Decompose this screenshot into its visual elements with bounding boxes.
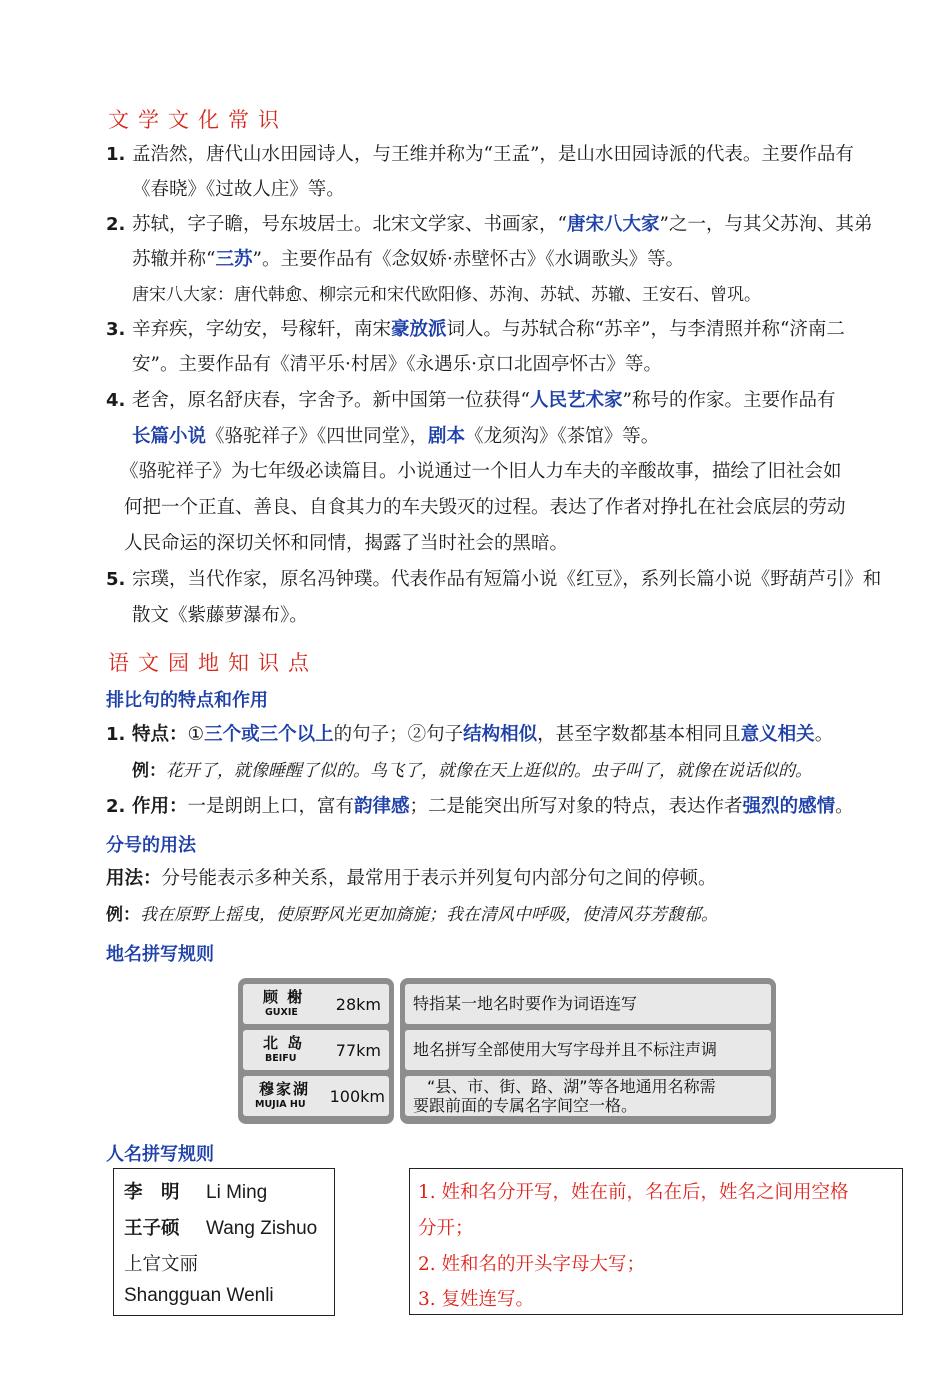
item-text: ；二是能突出所写对象的特点，表达作者	[409, 796, 743, 817]
parallel-function-line	[106, 795, 854, 819]
place-rule-plate	[405, 1030, 771, 1070]
road-sign-figure	[238, 978, 776, 1124]
road-sign-plate	[243, 984, 389, 1024]
subtitle-semicolon: 分号的用法	[106, 835, 196, 856]
place-name-pinyin: GUXIE	[265, 1007, 298, 1018]
highlight-term: 意义相关	[740, 724, 815, 745]
item-5-line-2: 散文《紫藤萝瀑布》。	[132, 605, 308, 626]
name-example-row	[124, 1250, 198, 1276]
name-pinyin: Shangguan Wenli	[124, 1285, 274, 1306]
place-name-pinyin: BEIFU	[265, 1053, 297, 1064]
item-4-paragraph-line-2: 何把一个正直、善良、自食其力的车夫毁灭的过程。表达了作者对挣扎在社会底层的劳动	[124, 497, 846, 518]
item-text: 《骆驼祥子》《四世同堂》，	[206, 426, 429, 447]
subtitle-person-names: 人名拼写规则	[106, 1144, 214, 1165]
semicolon-example-line	[106, 903, 718, 927]
place-rule-text: 要跟前面的专属名字间空一格。	[413, 1096, 638, 1115]
subtitle-parallel: 排比句的特点和作用	[106, 690, 268, 711]
label: 例：	[106, 905, 140, 925]
item-text: 一是朗朗上口，富有	[187, 796, 355, 817]
place-rule-plate	[405, 1076, 771, 1116]
item-number: 1.	[106, 144, 126, 165]
highlight-term: 韵律感	[354, 796, 410, 817]
name-rules-box	[409, 1168, 903, 1315]
item-text: 苏轼，字子瞻，号东坡居士。北宋文学家、书画家，“	[132, 214, 567, 235]
highlight-term: 强烈的感情	[742, 796, 836, 817]
item-number: 3.	[106, 319, 126, 340]
label: 特点：	[132, 724, 188, 745]
item-4-paragraph-line-1: 《骆驼祥子》为七年级必读篇目。小说通过一个旧人力车夫的辛酸故事，描绘了旧社会如	[120, 461, 842, 482]
name-rule-line: 1. 姓和名分开写，姓在前，名在后，姓名之间用空格	[418, 1182, 849, 1203]
parallel-feature-line	[106, 723, 833, 747]
item-text: 的句子；②句子	[333, 724, 464, 745]
example-text: 我在原野上摇曳，使原野风光更加旖旎；我在清风中呼吸，使清风芬芳馥郁。	[140, 905, 718, 925]
distance: 77km	[335, 1041, 381, 1060]
item-text: 老舍，原名舒庆春，字舍予。新中国第一位获得“	[132, 390, 530, 411]
item-text: 分号能表示多种关系，最常用于表示并列复句内部分句之间的停顿。	[161, 868, 717, 889]
place-name-cn: 北 岛	[263, 1034, 305, 1052]
highlight-term: 结构相似	[463, 724, 538, 745]
highlight-term: 豪放派	[391, 319, 447, 340]
place-name-cn: 顾 榭	[263, 988, 305, 1006]
item-text: 。	[835, 796, 854, 817]
item-number: 4.	[106, 390, 126, 411]
item-text: ”。主要作品有《念奴娇·赤壁怀古》《水调歌头》等。	[252, 249, 685, 270]
example-text: 花开了，就像睡醒了似的。鸟飞了，就像在天上逛似的。虫子叫了，就像在说话似的。	[166, 761, 812, 781]
label: 用法：	[106, 868, 162, 889]
name-example-row	[124, 1178, 267, 1204]
subtitle-place-names: 地名拼写规则	[106, 944, 214, 965]
item-text: 孟浩然，唐代山水田园诗人，与王维并称为“王孟”，是山水田园诗派的代表。主要作品有	[132, 144, 854, 165]
item-number: 2.	[106, 214, 126, 235]
distance: 100km	[329, 1087, 385, 1106]
highlight-term: 剧本	[428, 426, 466, 447]
item-number: 2.	[106, 796, 126, 817]
place-rule-text: “县、市、街、路、湖”等各地通用名称需	[427, 1077, 716, 1096]
highlight-term: 人民艺术家	[529, 390, 623, 411]
place-rule-plate	[405, 984, 771, 1024]
distance: 28km	[335, 995, 381, 1014]
place-name-pinyin: MUJIA HU	[255, 1099, 306, 1110]
name-rule-line: 分开；	[418, 1218, 474, 1239]
item-3-line-2: 安”。主要作品有《清平乐·村居》《永遇乐·京口北固亭怀古》等。	[132, 354, 662, 375]
item-text: ，甚至字数都基本相同且	[537, 724, 741, 745]
item-2-line-2	[132, 248, 684, 272]
item-text: 《龙须沟》《茶馆》等。	[465, 426, 660, 447]
highlight-term: 三苏	[215, 249, 253, 270]
item-text: ①	[187, 724, 205, 745]
item-number: 1.	[106, 724, 126, 745]
item-4-line-2	[132, 425, 659, 449]
item-text: 。	[814, 724, 834, 745]
road-sign-plate	[243, 1030, 389, 1070]
item-text: ”称号的作家。主要作品有	[622, 390, 836, 411]
name-pinyin: Li Ming	[206, 1182, 268, 1203]
item-1-line-1	[106, 143, 854, 167]
item-4-line-1	[106, 389, 835, 413]
place-rule-text: 地名拼写全部使用大写字母并且不标注声调	[413, 1040, 718, 1059]
name-pinyin: Wang Zishuo	[206, 1218, 318, 1239]
section-title-literature: 文学文化常识	[108, 108, 288, 132]
place-name-cn: 穆家湖	[259, 1080, 311, 1098]
item-3-line-1	[106, 318, 845, 342]
item-text: 苏辙并称“	[132, 249, 216, 270]
name-examples-box	[113, 1168, 335, 1316]
road-sign-plate	[243, 1076, 389, 1116]
section-title-chinese-garden: 语文园地知识点	[108, 651, 318, 675]
place-rule-text: 特指某一地名时要作为词语连写	[413, 994, 638, 1013]
name-example-row	[124, 1285, 274, 1307]
parallel-example-line	[132, 759, 812, 783]
semicolon-usage-line	[106, 867, 717, 891]
name-cn: 王子硕	[124, 1218, 180, 1239]
item-text: 词人。与苏轼合称“苏辛”，与李清照并称“济南二	[446, 319, 845, 340]
highlight-term: 唐宋八大家	[566, 214, 660, 235]
item-5-line-1	[106, 568, 881, 592]
label: 例：	[132, 761, 166, 781]
item-2-line-1	[106, 213, 872, 237]
name-rule-line: 3. 复姓连写。	[418, 1289, 535, 1310]
name-example-row	[124, 1214, 317, 1240]
name-rule-line: 2. 姓和名的开头字母大写；	[418, 1254, 646, 1275]
item-text: 辛弃疾，字幼安，号稼轩，南宋	[132, 319, 392, 340]
highlight-term: 长篇小说	[132, 426, 207, 447]
item-2-note: 唐宋八大家：唐代韩愈、柳宗元和宋代欧阳修、苏洵、苏轼、苏辙、王安石、曾巩。	[132, 285, 761, 305]
item-number: 5.	[106, 569, 126, 590]
label: 作用：	[132, 796, 188, 817]
road-sign-right-panel	[400, 978, 776, 1124]
highlight-term: 三个或三个以上	[204, 724, 334, 745]
item-4-paragraph-line-3: 人民命运的深切关怀和同情，揭露了当时社会的黑暗。	[124, 533, 569, 554]
name-cn: 李 明	[124, 1182, 180, 1203]
name-cn: 上官文丽	[124, 1254, 199, 1275]
item-text: ”之一，与其父苏洵、其弟	[659, 214, 873, 235]
road-sign-left-panel	[238, 978, 394, 1124]
item-1-line-2: 《春晓》《过故人庄》等。	[132, 179, 345, 200]
item-text: 宗璞，当代作家，原名冯钟璞。代表作品有短篇小说《红豆》，系列长篇小说《野葫芦引》和	[132, 569, 882, 590]
